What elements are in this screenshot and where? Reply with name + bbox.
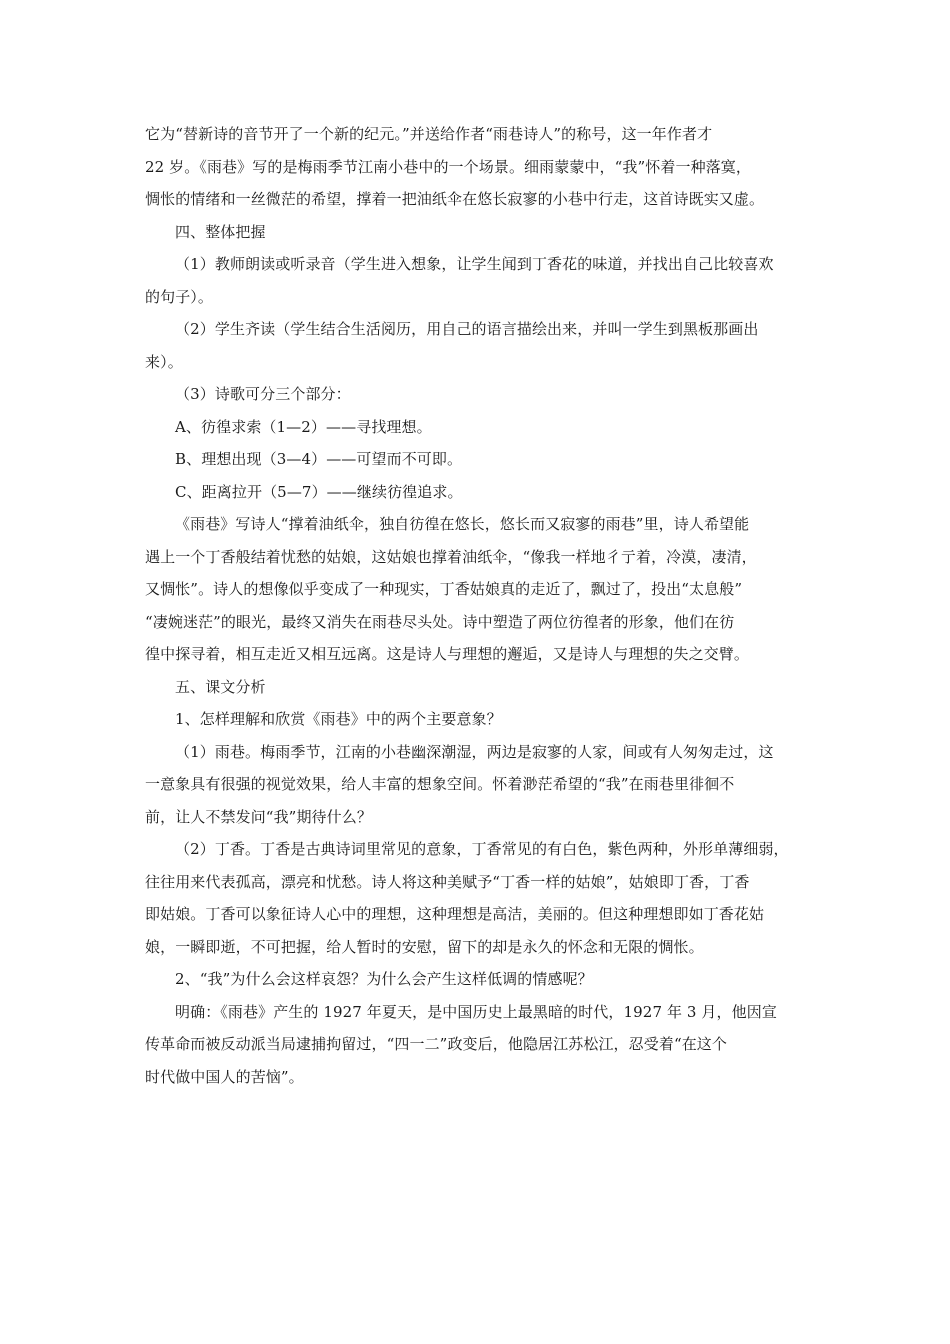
text-line: 时代做中国人的苦恼”。 bbox=[145, 1067, 304, 1086]
text-line: 22 岁。《雨巷》写的是梅雨季节江南小巷中的一个场景。细雨蒙蒙中，“我”怀着一种落寞， bbox=[145, 157, 751, 176]
text-line: C、距离拉开（5—7）——继续彷徨追求。 bbox=[175, 482, 463, 501]
text-line: 徨中探寻着，相互走近又相互远离。这是诗人与理想的邂逅，又是诗人与理想的失之交臂。 bbox=[145, 645, 750, 663]
text-line: 《雨巷》写诗人“撑着油纸伞，独自彷徨在悠长，悠长而又寂寥的雨巷”里，诗人希望能 bbox=[175, 515, 750, 533]
text-line: 传革命而被反动派当局逮捕拘留过，“四一二”政变后，他隐居江苏松江，忍受着“在这个 bbox=[145, 1035, 728, 1053]
text-line: （3）诗歌可分三个部分： bbox=[175, 385, 351, 403]
text-line: 一意象具有很强的视觉效果，给人丰富的想象空间。怀着渺茫希望的“我”在雨巷里徘徊不 bbox=[145, 775, 735, 793]
text-line: （2）丁香。丁香是古典诗词里常见的意象，丁香常见的有白色，紫色两种，外形单薄细弱， bbox=[175, 840, 789, 858]
text-line: 它为“替新诗的音节开了一个新的纪元。”并送给作者“雨巷诗人”的称号，这一年作者才 bbox=[145, 125, 713, 143]
text-line: 惆怅的情绪和一丝微茫的希望，撑着一把油纸伞在悠长寂寥的小巷中行走，这首诗既实又虚。 bbox=[145, 190, 765, 208]
text-line: 2、“我”为什么会这样哀怨？为什么会产生这样低调的情感呢？ bbox=[175, 970, 593, 988]
text-line: （1）雨巷。梅雨季节，江南的小巷幽深潮湿，两边是寂寥的人家，间或有人匆匆走过，这 bbox=[175, 742, 774, 761]
text-line: 四、整体把握 bbox=[175, 222, 266, 241]
text-line: （1）教师朗读或听录音（学生进入想象，让学生闻到丁香花的味道，并找出自己比较喜欢 bbox=[175, 255, 774, 273]
text-line: 往往用来代表孤高，漂亮和忧愁。诗人将这种美赋予“丁香一样的姑娘”，姑娘即丁香，丁香 bbox=[145, 872, 750, 891]
text-line: 遇上一个丁香般结着忧愁的姑娘，这姑娘也撑着油纸伞，“像我一样地彳亍着，冷漠，凄清， bbox=[145, 547, 757, 566]
text-line: 1、怎样理解和欣赏《雨巷》中的两个主要意象？ bbox=[175, 710, 502, 728]
text-line: B、理想出现（3—4）——可望而不可即。 bbox=[175, 450, 463, 468]
text-line: 又惆怅”。诗人的想像似乎变成了一种现实，丁香姑娘真的走近了，飘过了，投出“太息般” bbox=[145, 580, 743, 598]
text-line: 即姑娘。丁香可以象征诗人心中的理想，这种理想是高洁，美丽的。但这种理想即如丁香花姑 bbox=[145, 905, 765, 923]
text-line: 明确：《雨巷》产生的 1927 年夏天，是中国历史上最黑暗的时代，1927 年 3 月，他因宣 bbox=[175, 1002, 777, 1021]
text-line: A、彷徨求索（1—2）——寻找理想。 bbox=[175, 417, 432, 436]
text-line: 五、课文分析 bbox=[175, 677, 266, 696]
text-line: 前，让人不禁发问“我”期待什么？ bbox=[145, 807, 372, 826]
document-body bbox=[145, 118, 813, 1093]
text-line: （2）学生齐读（学生结合生活阅历，用自己的语言描绘出来，并叫一学生到黑板那画出 bbox=[175, 320, 759, 338]
text-line: 娘，一瞬即逝，不可把握，给人暂时的安慰，留下的却是永久的怀念和无限的惆怅。 bbox=[145, 937, 704, 956]
text-line: “凄婉迷茫”的眼光，最终又消失在雨巷尽头处。诗中塑造了两位彷徨者的形象，他们在彷 bbox=[145, 612, 735, 631]
text-line: 的句子）。 bbox=[145, 287, 214, 306]
text-line: 来）。 bbox=[145, 352, 183, 371]
